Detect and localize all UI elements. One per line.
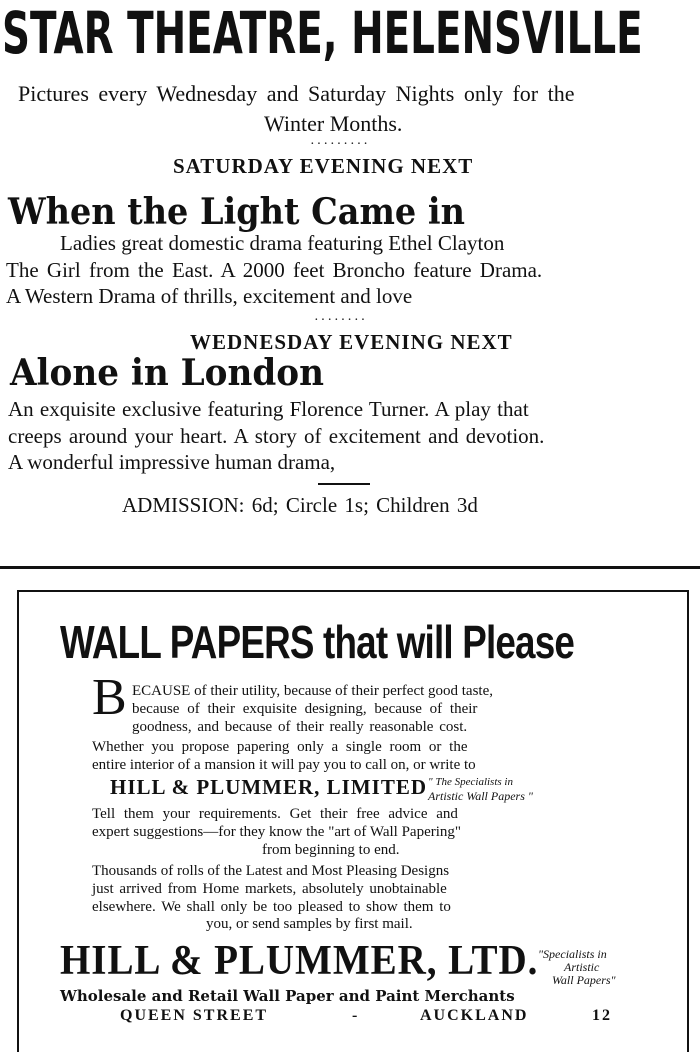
saturday-line3: A Western Drama of thrills, excitement and love xyxy=(6,284,413,308)
theatre-subtitle-line2: Winter Months. xyxy=(264,111,403,136)
address-dash: - xyxy=(352,1007,358,1024)
saturday-line2: The Girl from the East. A 2000 feet Broncho feature Drama. xyxy=(6,258,543,282)
theatre-subtitle-line1: Pictures every Wednesday and Saturday Nights only for the xyxy=(18,81,575,106)
wednesday-line2: creeps around your heart. A story of excitement and devotion. xyxy=(8,424,545,448)
specialists-inline-2: Artistic Wall Papers " xyxy=(428,789,533,803)
specialists-big-1: "Specialists in xyxy=(538,947,607,961)
address-street: QUEEN STREET xyxy=(120,1007,269,1024)
para3-line3: from beginning to end. xyxy=(262,842,400,858)
divider-dots: ········ xyxy=(314,313,368,328)
para1-line3: goodness, and because of their really reasonable cost. xyxy=(132,719,468,735)
saturday-feature-title: When the Light Came in xyxy=(8,191,465,233)
wednesday-line1: An exquisite exclusive featuring Florence Turner. A play that xyxy=(8,397,529,421)
wednesday-line3: A wonderful impressive human drama, xyxy=(8,450,336,474)
para4-line3: elsewhere. We shall only be too pleased to show them to xyxy=(92,899,451,915)
drop-cap: B xyxy=(92,669,127,726)
company-big: HILL & PLUMMER, LTD. xyxy=(60,938,539,984)
wallpaper-headline: WALL PAPERS that will Please xyxy=(60,616,575,668)
section-divider xyxy=(0,566,700,569)
saturday-heading: SATURDAY EVENING NEXT xyxy=(173,154,474,178)
company-inline: HILL & PLUMMER, LIMITED xyxy=(110,775,428,799)
admission-prices: ADMISSION: 6d; Circle 1s; Children 3d xyxy=(122,493,478,517)
para1-line1: ECAUSE of their utility, because of their perfect good taste, xyxy=(132,683,494,699)
ad-reference-number: 12 xyxy=(592,1007,612,1024)
para4-line2: just arrived from Home markets, absolutely unobtainable xyxy=(92,881,447,897)
divider-dots: ········· xyxy=(310,137,370,152)
merchants-line: Wholesale and Retail Wall Paper and Paint Merchants xyxy=(60,987,515,1005)
theatre-title: STAR THEATRE, HELENSVILLE xyxy=(2,0,643,67)
para2-line2: entire interior of a mansion it will pay you to call on, or write to xyxy=(92,757,476,773)
wednesday-feature-title: Alone in London xyxy=(10,352,324,394)
para3-line2: expert suggestions—for they know the "art of Wall Papering" xyxy=(92,824,462,840)
admission-divider xyxy=(318,483,370,485)
para4-line1: Thousands of rolls of the Latest and Most Pleasing Designs xyxy=(92,863,450,879)
para3-line1: Tell them your requirements. Get their free advice and xyxy=(92,806,458,822)
saturday-line1: Ladies great domestic drama featuring Ethel Clayton xyxy=(60,231,505,255)
specialists-inline-1: " The Specialists in xyxy=(428,776,513,788)
para1-line2: because of their exquisite designing, because of their xyxy=(132,701,478,717)
specialists-big-2: Artistic xyxy=(564,960,600,974)
para2-line1: Whether you propose papering only a single room or the xyxy=(92,739,468,755)
wednesday-heading: WEDNESDAY EVENING NEXT xyxy=(190,330,513,354)
address-city: AUCKLAND xyxy=(420,1007,529,1024)
specialists-big-3: Wall Papers" xyxy=(552,973,616,987)
para4-line4: you, or send samples by first mail. xyxy=(206,916,413,932)
